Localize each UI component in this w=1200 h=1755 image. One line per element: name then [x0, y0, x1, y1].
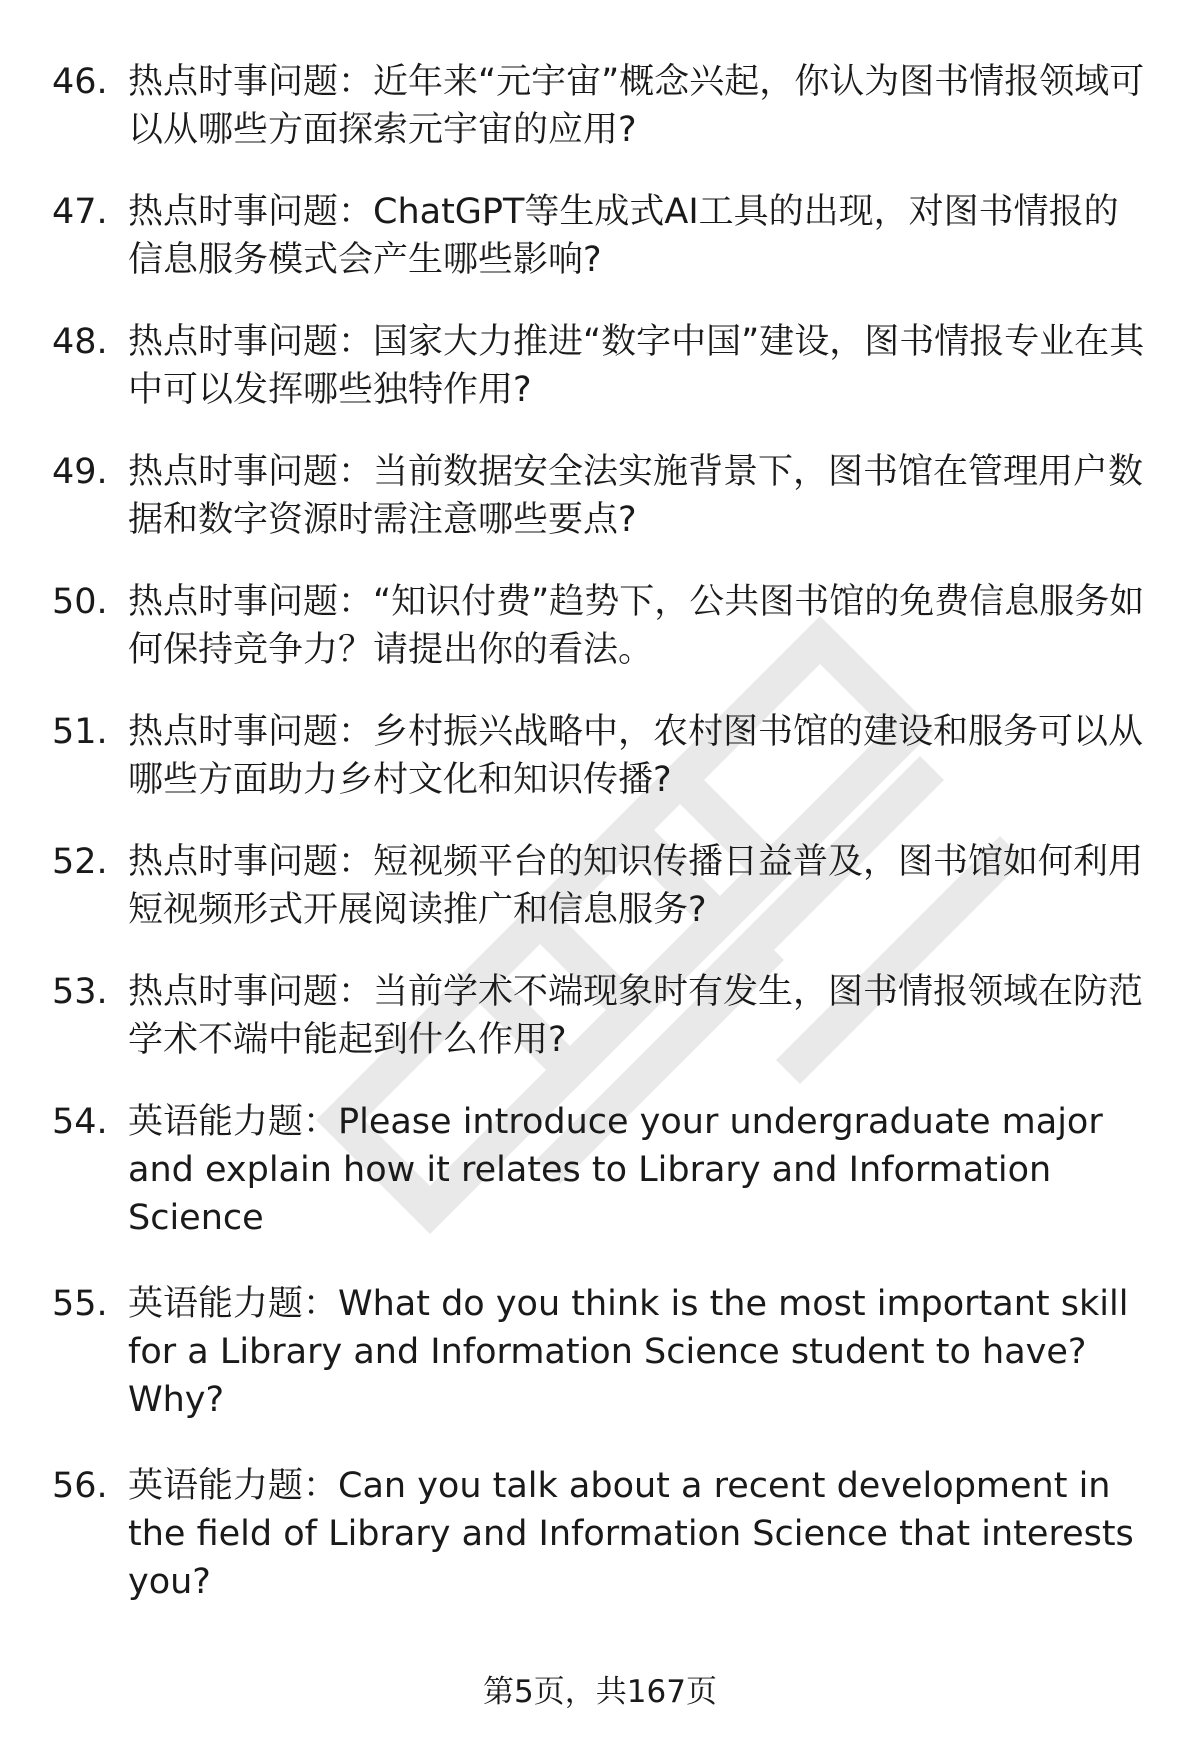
question-number: 56. — [52, 1466, 108, 1506]
question-item — [0, 1462, 1200, 1606]
question-number: 51. — [52, 712, 108, 752]
question-text: 热点时事问题：乡村振兴战略中，农村图书馆的建设和服务可以从哪些方面助力乡村文化和知识传播? — [128, 712, 1144, 800]
question-item — [0, 448, 1200, 544]
question-text: 英语能力题：Can you talk about a recent development in the field of Library and Information Science that interests you? — [128, 1466, 1134, 1602]
question-number: 55. — [52, 1284, 108, 1324]
question-number: 49. — [52, 452, 108, 492]
question-number: 50. — [52, 582, 108, 622]
question-item — [0, 578, 1200, 674]
question-item — [0, 58, 1200, 154]
question-item — [0, 1098, 1200, 1242]
question-item — [0, 708, 1200, 804]
question-number: 52. — [52, 842, 108, 882]
question-text: 热点时事问题：国家大力推进“数字中国”建设，图书情报专业在其中可以发挥哪些独特作用? — [128, 322, 1145, 410]
question-text: 热点时事问题：当前数据安全法实施背景下，图书馆在管理用户数据和数字资源时需注意哪些要点? — [128, 452, 1144, 540]
question-item — [0, 838, 1200, 934]
question-number: 53. — [52, 972, 108, 1012]
question-text: 热点时事问题：近年来“元宇宙”概念兴起，你认为图书情报领域可以从哪些方面探索元宇宙的应用? — [128, 62, 1145, 150]
question-text: 英语能力题：Please introduce your undergraduate major and explain how it relates to Library and Information Science — [128, 1102, 1103, 1238]
question-item — [0, 188, 1200, 284]
question-number: 48. — [52, 322, 108, 362]
page-number-label: 第5页，共167页 — [483, 1674, 717, 1710]
question-text: 热点时事问题：短视频平台的知识传播日益普及，图书馆如何利用短视频形式开展阅读推广和信息服务? — [128, 842, 1144, 930]
question-text: 热点时事问题：“知识付费”趋势下，公共图书馆的免费信息服务如何保持竞争力？请提出你的看法。 — [128, 582, 1145, 670]
question-text: 热点时事问题：ChatGPT等生成式AI工具的出现，对图书情报的信息服务模式会产生哪些影响? — [128, 192, 1119, 280]
question-number: 47. — [52, 192, 108, 232]
question-number: 54. — [52, 1102, 108, 1142]
page-footer — [0, 1672, 1200, 1712]
question-item — [0, 318, 1200, 414]
question-list — [0, 58, 1200, 1644]
question-text: 热点时事问题：当前学术不端现象时有发生，图书情报领域在防范学术不端中能起到什么作用? — [128, 972, 1144, 1060]
question-item — [0, 1280, 1200, 1424]
question-text: 英语能力题：What do you think is the most important skill for a Library and Information Science student to have? Why? — [128, 1284, 1129, 1420]
question-number: 46. — [52, 62, 108, 102]
question-item — [0, 968, 1200, 1064]
